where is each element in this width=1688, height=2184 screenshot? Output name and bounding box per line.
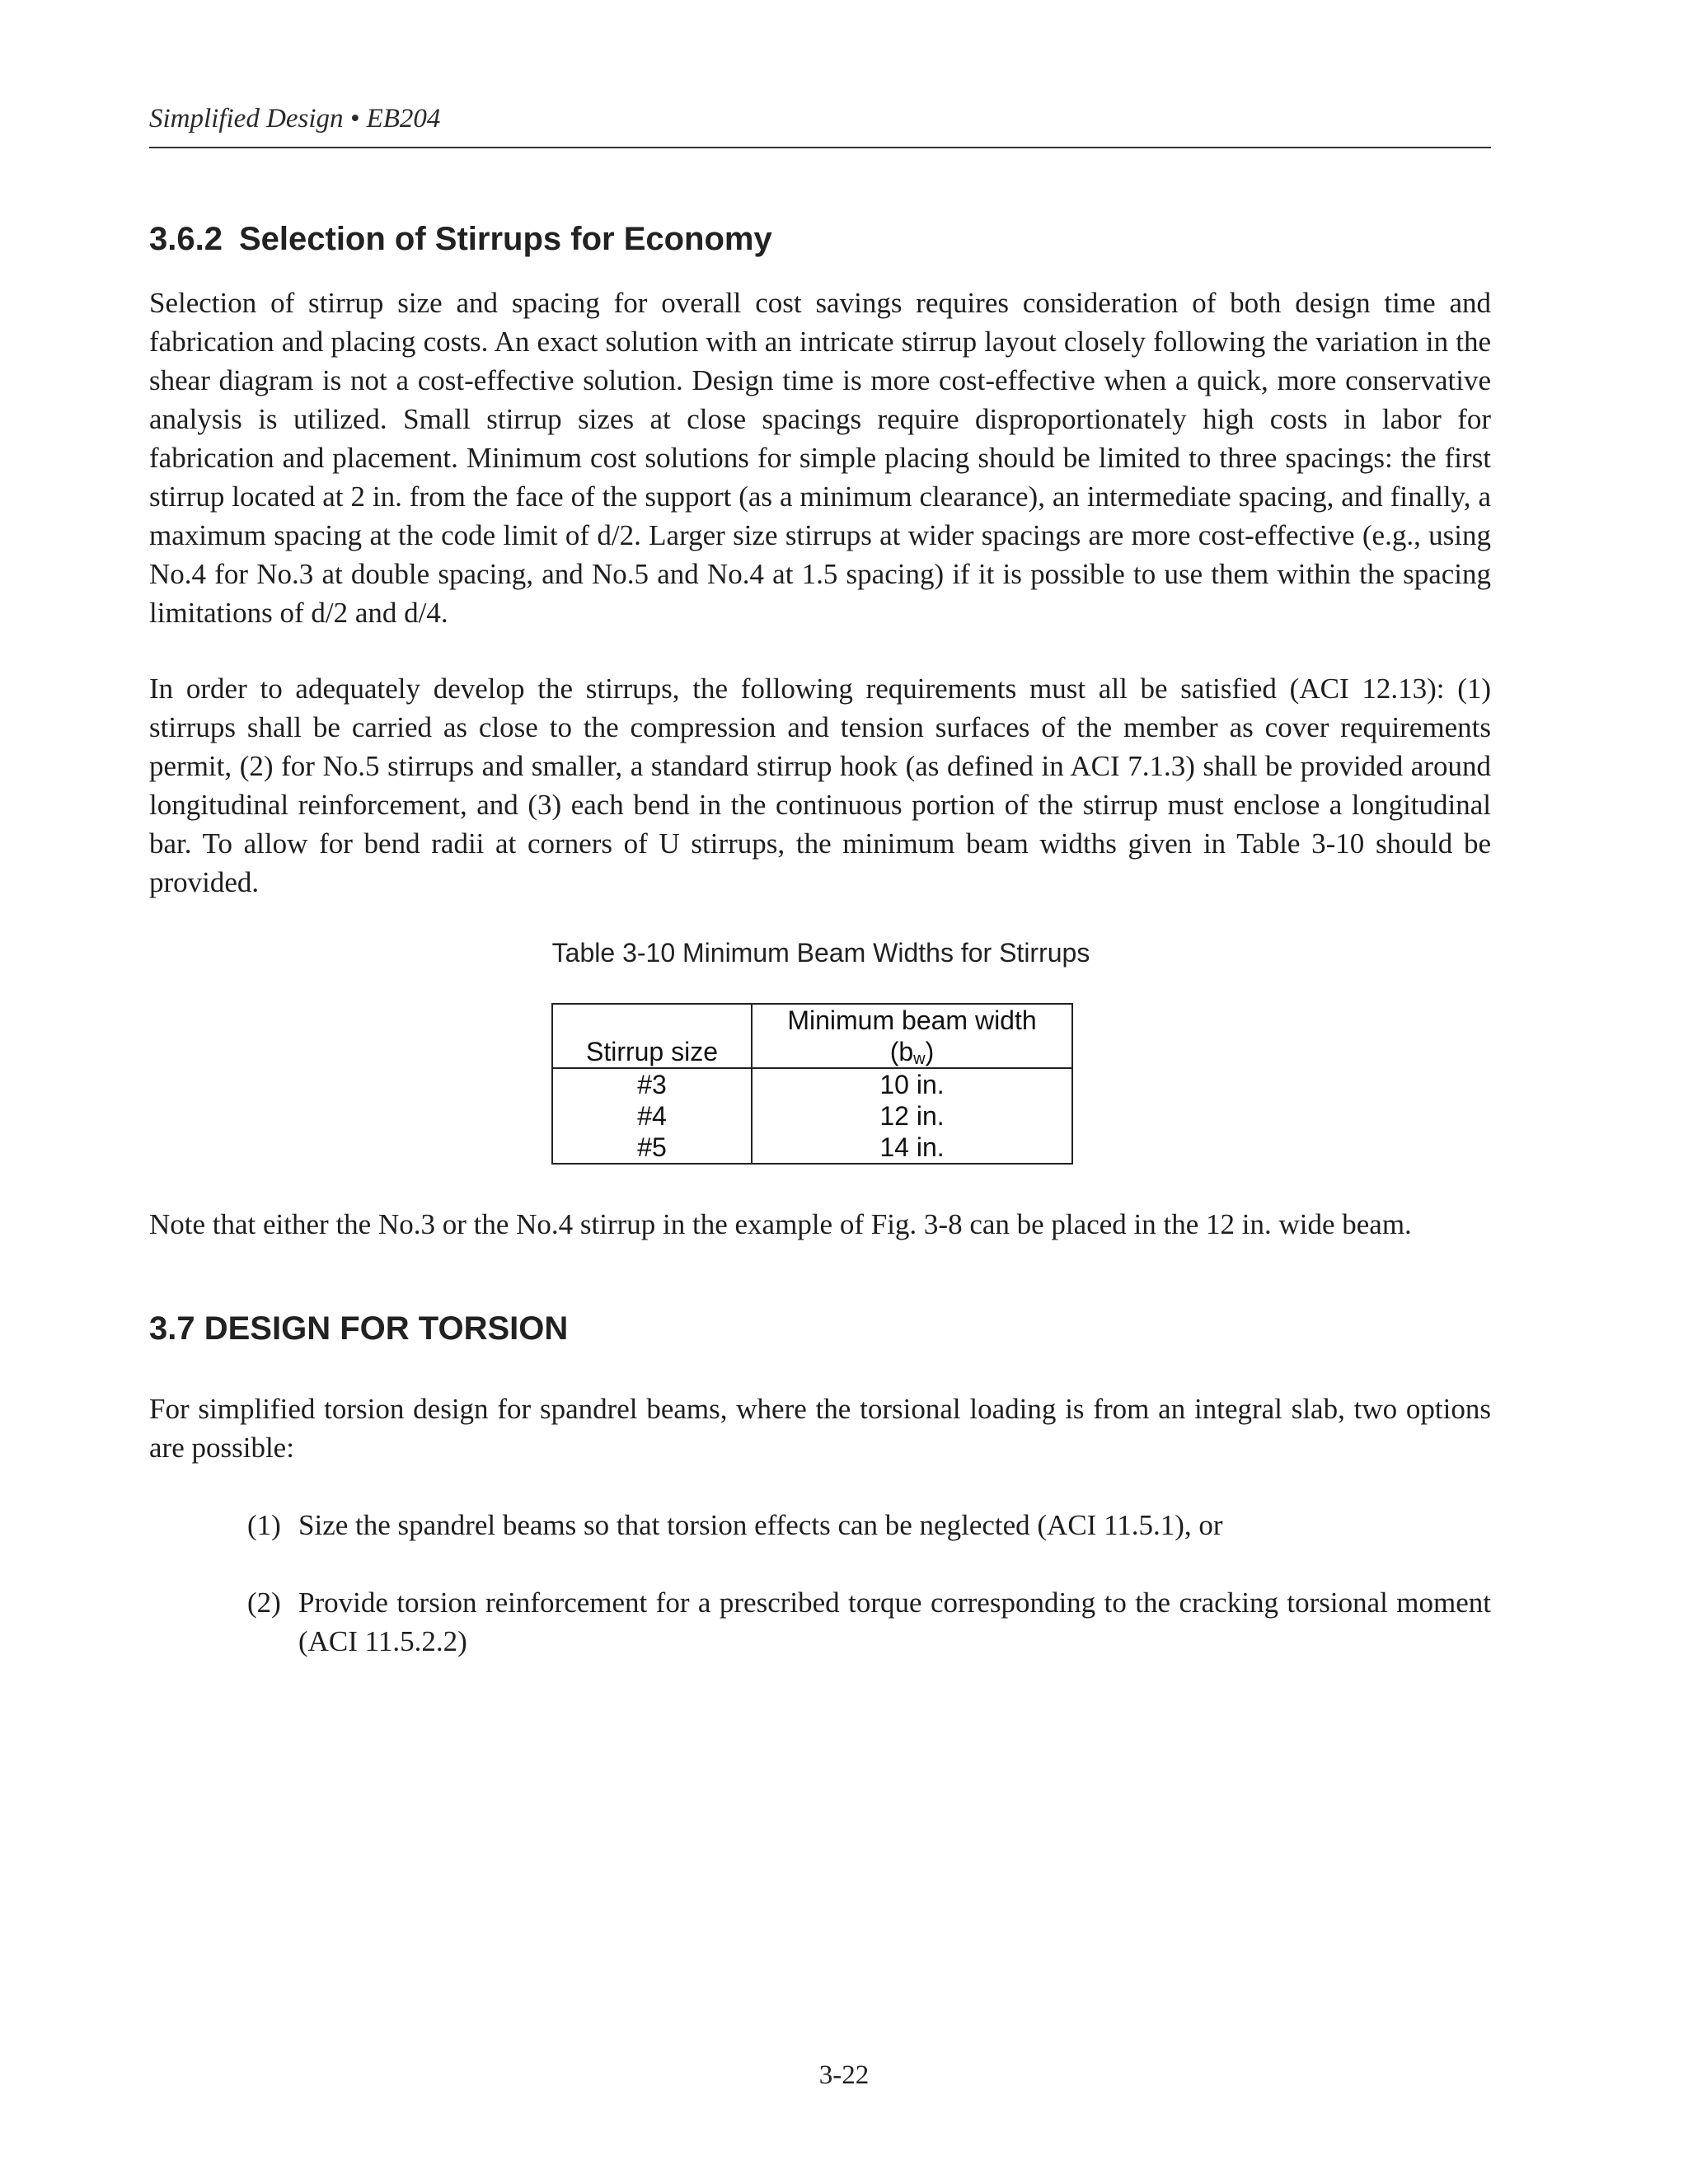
column-header-stirrup-size: Stirrup size [552,1004,752,1068]
running-head: Simplified Design • EB204 [149,104,441,134]
torsion-option-1 [247,1506,1491,1544]
list-marker: (1) [247,1509,281,1541]
table-row [552,1068,1072,1100]
section-title: Selection of Stirrups for Economy [238,221,772,257]
section-heading-3-6-2 [149,221,772,258]
header-rule [149,147,1491,148]
paragraph-torsion-intro: For simplified torsion design for spandrel beams, where the torsional loading is from an integral slab, two options are possible: [149,1393,1491,1464]
table-caption-text: Table 3-10 Minimum Beam Widths for Stirrups [551,938,1090,968]
cell-beam-width: 14 in. [752,1132,1072,1164]
section-number: 3.6.2 [149,221,223,257]
cell-beam-width: 12 in. [752,1100,1072,1132]
list-marker: (2) [247,1586,281,1619]
column-header-line1: Minimum beam width [787,1005,1037,1035]
paragraph-note: Note that either the No.3 or the No.4 stirrup in the example of Fig. 3-8 can be placed in the 12 in. wide beam. [149,1208,1412,1240]
cell-beam-width: 10 in. [752,1068,1072,1100]
cell-stirrup-size: #4 [552,1100,752,1132]
list-text: Provide torsion reinforcement for a prescribed torque corresponding to the cracking torsional moment (ACI 11.5.2.2) [298,1586,1491,1657]
paragraph-stirrup-development: In order to adequately develop the stirrups, the following requirements must all be satisfied (ACI 12.13): (1) stirrups shall be carried as close to the compression and tension surfaces of the member as cover requirements permit, (2) for No.5 stirrups and smaller, a standard stirrup hook (as defined in ACI 7.1.3) shall be provided around longitudinal reinforcement, and (3) each bend in the continuous portion of the stirrup must enclose a longitudinal bar. To allow for bend radii at corners of U stirrups, the minimum beam widths given in Table 3-10 should be provided. [149,673,1491,898]
list-text: Size the spandrel beams so that torsion effects can be neglected (ACI 11.5.1), or [298,1509,1223,1541]
cell-stirrup-size: #5 [552,1132,752,1164]
table-header-row [552,1004,1072,1068]
column-header-line2: $(b_w)$ [889,1037,935,1068]
cell-stirrup-size: #3 [552,1068,752,1100]
page-number: 3-22 [818,2060,870,2090]
paragraph-stirrup-economy: Selection of stirrup size and spacing for overall cost savings requires consideration of both design time and fabrication and placing costs. An exact solution with an intricate stirrup layout closely following the variation in the shear diagram is not a cost-effective solution. Design time is more cost-effective when a quick, more conservative analysis is utilized. Small stirrup sizes at close spacings require disproportionately high costs in labor for fabrication and placement. Minimum cost solutions for simple placing should be limited to three spacings: the first stirrup located at 2 in. from the face of the support (as a minimum clearance), an intermediate spacing, and finally, a maximum spacing at the code limit of d/2. Larger size stirrups at wider spacings are more cost-effective (e.g., using No.4 for No.3 at double spacing, and No.5 and No.4 at 1.5 spacing) if it is possible to use them within the spacing limitations of d/2 and d/4. [149,287,1491,629]
column-header-min-beam-width [752,1004,1072,1068]
table-row [552,1100,1072,1132]
section-heading-3-7: 3.7 DESIGN FOR TORSION [149,1310,569,1347]
minimum-beam-widths-table [551,1003,1073,1165]
table-row [552,1132,1072,1164]
torsion-option-2 [247,1583,1491,1661]
table-caption [0,938,1688,968]
